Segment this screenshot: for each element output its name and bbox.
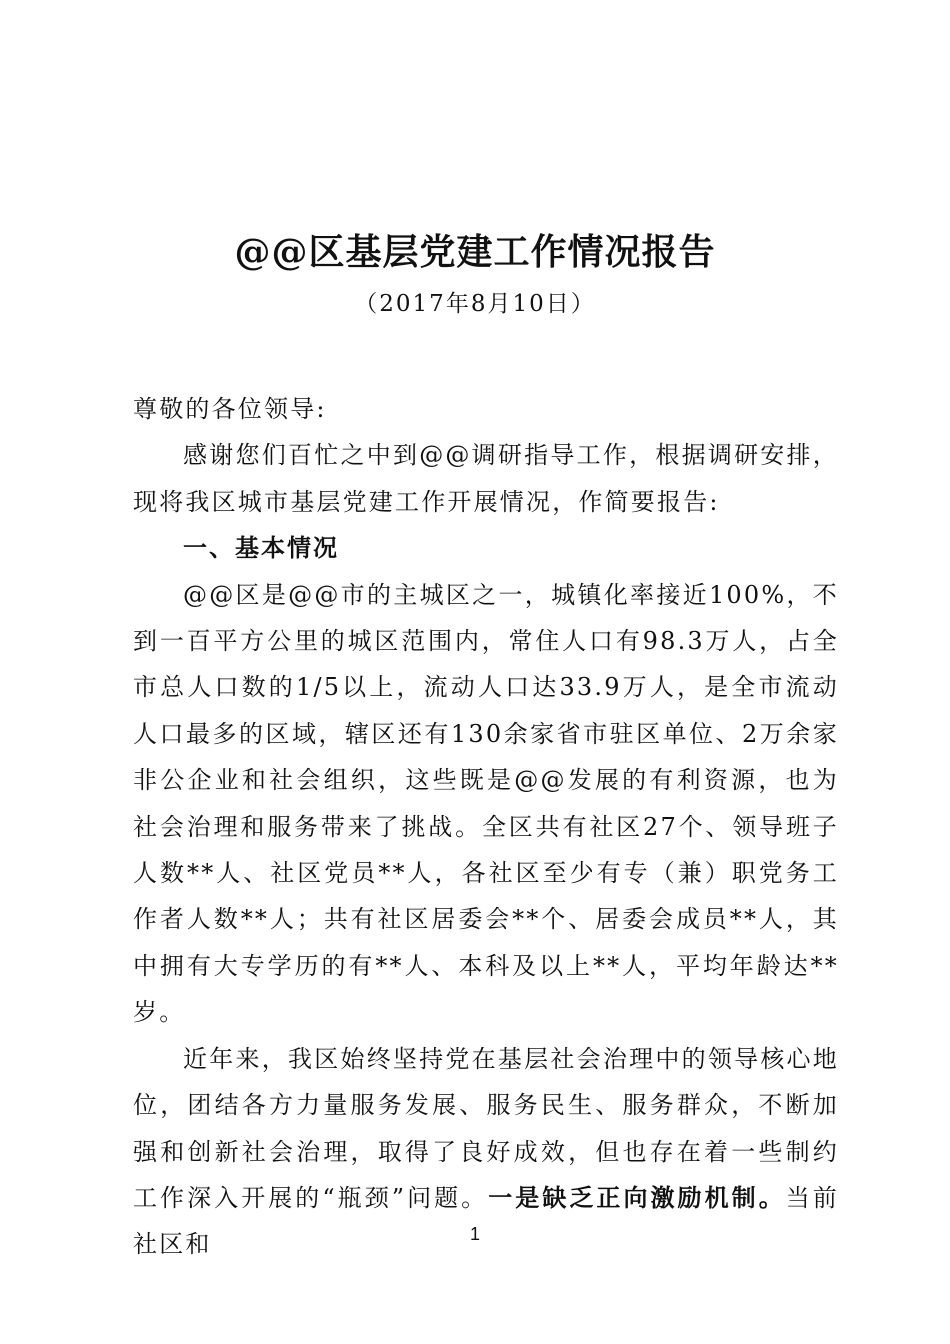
report-date: （2017年8月10日） — [354, 291, 596, 317]
report-body — [133, 386, 839, 1268]
section-heading: 一、基本情况 — [183, 534, 339, 563]
report-title: @@区基层党建工作情况报告 — [234, 231, 716, 273]
intro-paragraph: 感谢您们百忙之中到@@调研指导工作，根据调研安排，现将我区城市基层党建工作开展情况，作简要报告: — [133, 441, 839, 516]
paragraph-text: 近年来，我区始终坚持党在基层社会治理中的领导核心地位，团结各方力量服务发展、服务民生、服务群众，不断加强和创新社会治理，取得了良好成效，但也存在着一些制约工作深入开展的“瓶颈”问题。 — [133, 1044, 839, 1212]
paragraph-continuation-text: 当前社区和 — [133, 1183, 839, 1259]
bold-point-text: 一是缺乏正向激励机制。 — [488, 1183, 786, 1212]
salutation: 尊敬的各位领导: — [133, 395, 327, 423]
page-number: 1 — [469, 1224, 480, 1244]
basic-situation-paragraph: @@区是@@市的主城区之一，城镇化率接近100%，不到一百平方公里的城区范围内，常住人口有98.3万人，占全市总人口数的1/5以上，流动人口达33.9万人，是全市流动人口最多的区域，辖区还有130余家省市驻区单位、2万余家非公企业和社会组织，这些既是@@发展的有利资源，也为社会治理和服务带来了挑战。全区共有社区27个、领导班子人数**人、社区党员**人，各社区至少有专（兼）职党务工作者人数**人；共有社区居委会**个、居委会成员**人，其中拥有大专学历的有**人、本科及以上**人，平均年龄达**岁。 — [133, 580, 839, 1027]
